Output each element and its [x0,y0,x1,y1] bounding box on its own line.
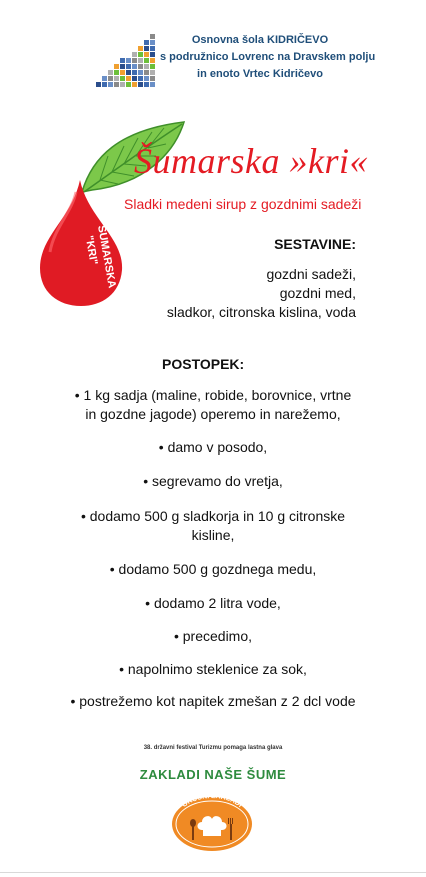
bottom-divider [0,872,426,873]
step-line: • napolnimo steklenice za sok, [119,661,307,677]
school-line-1: Osnovna šola KIDRIČEVO [191,34,329,46]
logo-square [132,70,137,75]
step-line: in gozdne jagode) operemo in narežemo, [85,406,341,422]
logo-square [114,70,119,75]
procedure-step [40,692,386,711]
school-line-3: in enoto Vrtec Kidričevo [197,68,323,80]
logo-square [132,76,137,81]
procedure-step [40,660,386,679]
step-line: • postrežemo kot napitek zmešan z 2 dcl vode [70,693,356,709]
treasures-heading: ZAKLADI NAŠE ŠUME [139,767,287,782]
logo-square [126,64,131,69]
logo-square [138,70,143,75]
procedure-heading: POSTOPEK: [162,356,245,372]
procedure-step [40,594,386,613]
chef-badge-icon [164,790,260,854]
logo-square [132,58,137,63]
logo-square [108,82,113,87]
logo-square [144,70,149,75]
ingredients-list [167,265,356,322]
logo-square [108,70,113,75]
logo-square [150,40,155,45]
logo-square [150,46,155,51]
logo-square [102,82,107,87]
drop-label-line-2: "KRI" [82,234,100,266]
school-name [160,32,376,83]
logo-square [144,64,149,69]
logo-square [120,58,125,63]
logo-square [120,64,125,69]
logo-square [138,82,143,87]
step-line: kisline, [191,527,235,543]
badge-text: OKUSNI ZAKLADI [180,792,244,809]
logo-square [96,82,101,87]
drop-label-line-1: ŠUMARSKA [95,224,118,290]
step-line: • damo v posodo, [158,439,268,455]
logo-square [150,64,155,69]
logo-square [126,58,131,63]
logo-square [150,52,155,57]
logo-square [144,76,149,81]
logo-square [150,58,155,63]
procedure-step [40,386,386,424]
procedure-step [40,627,386,646]
logo-square [126,70,131,75]
logo-square [144,58,149,63]
logo-square [102,76,107,81]
ingredient-line: sladkor, citronska kislina, voda [166,304,356,320]
logo-square [120,76,125,81]
logo-square [108,76,113,81]
procedure-step [40,472,386,491]
logo-square [114,64,119,69]
festival-caption: 38. državni festival Turizmu pomaga lastna glava [143,745,283,751]
ingredient-line: gozdni sadeži, [266,266,356,282]
procedure-step [40,560,386,579]
school-line-2: s podružnico Lovrenc na Dravskem polju [160,51,376,63]
drop-label [50,220,140,290]
logo-square [144,40,149,45]
logo-square [126,82,131,87]
logo-square [144,82,149,87]
logo-square [144,46,149,51]
step-line: • precedimo, [173,628,253,644]
ingredient-line: gozdni med, [279,285,356,301]
logo-square [138,64,143,69]
step-line: • dodamo 500 g sladkorja in 10 g citronske [80,508,346,524]
logo-square [138,52,143,57]
procedure-step [40,438,386,457]
logo-square [138,76,143,81]
step-line: • segrevamo do vretja, [143,473,283,489]
step-line: • 1 kg sadja (maline, robide, borovnice, vrtne [74,387,352,403]
logo-square [132,52,137,57]
logo-square [150,70,155,75]
logo-square [120,82,125,87]
step-line: • dodamo 500 g gozdnega medu, [109,561,317,577]
logo-square [120,70,125,75]
logo-square [144,52,149,57]
page-title: Šumarska »kri« [134,141,368,181]
logo-square [138,46,143,51]
logo-square [114,76,119,81]
logo-square [138,58,143,63]
ingredients-heading: SESTAVINE: [274,236,356,252]
logo-square [126,76,131,81]
logo-square [132,64,137,69]
logo-square [150,82,155,87]
logo-square [114,82,119,87]
logo-square [150,34,155,39]
page-subtitle: Sladki medeni sirup z gozdnimi sadeži [124,196,362,212]
school-logo-icon [96,24,166,86]
step-line: • dodamo 2 litra vode, [145,595,281,611]
procedure-step [40,507,386,545]
logo-square [132,82,137,87]
logo-square [150,76,155,81]
